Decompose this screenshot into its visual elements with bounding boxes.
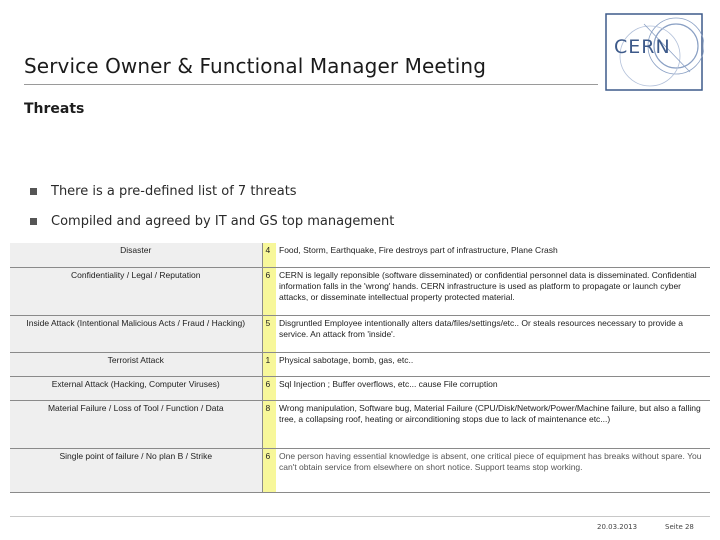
threat-description: Food, Storm, Earthquake, Fire destroys part of infrastructure, Plane Crash [276, 243, 710, 267]
table-row [10, 243, 710, 267]
threat-category: Material Failure / Loss of Tool / Function / Data [10, 400, 262, 448]
threat-category: Confidentiality / Legal / Reputation [10, 267, 262, 315]
slide-title: Service Owner & Functional Manager Meeting [24, 54, 486, 78]
table-row [10, 376, 710, 400]
footer-page-number: Seite 28 [665, 523, 694, 531]
threat-score: 8 [262, 400, 276, 448]
threat-description: Physical sabotage, bomb, gas, etc.. [276, 352, 710, 376]
square-bullet-icon [30, 188, 37, 195]
threat-category: Single point of failure / No plan B / Strike [10, 448, 262, 492]
threats-table-image [10, 243, 710, 492]
table-row [10, 267, 710, 315]
threat-description: Disgruntled Employee intentionally alters data/files/settings/etc.. Or steals resources necessary to provide a service. An attack from 'inside'. [276, 315, 710, 352]
threat-score: 5 [262, 315, 276, 352]
table-row [10, 315, 710, 352]
footer-date: 20.03.2013 [597, 523, 638, 531]
threat-score: 6 [262, 448, 276, 492]
square-bullet-icon [30, 218, 37, 225]
threat-category: External Attack (Hacking, Computer Viruses) [10, 376, 262, 400]
threat-score: 1 [262, 352, 276, 376]
threat-score: 6 [262, 376, 276, 400]
title-divider [24, 84, 598, 85]
table-row [10, 352, 710, 376]
threat-category: Disaster [10, 243, 262, 267]
logo-text: CERN [614, 36, 671, 58]
threat-description: One person having essential knowledge is absent, one critical piece of equipment has breaks without spare. You can't obtain service from elsewhere on short notice. Support teams stop working. [276, 448, 710, 492]
bullet-item [30, 214, 394, 229]
threats-table [10, 243, 710, 493]
threat-description: Sql Injection ; Buffer overflows, etc... cause File corruption [276, 376, 710, 400]
bullet-text: Compiled and agreed by IT and GS top management [51, 214, 395, 229]
threat-description: CERN is legally reponsible (software disseminated) or confidential personnel data is disseminated. Confidential information falls in the 'wrong' hands. CERN infrastructure is used as platform to propagate or launch cyber attacks, or disseminate intellectual property protected material. [276, 267, 710, 315]
threat-category: Terrorist Attack [10, 352, 262, 376]
table-row [10, 400, 710, 448]
bullet-text: There is a pre-defined list of 7 threats [51, 184, 297, 199]
threat-category: Inside Attack (Intentional Malicious Acts / Fraud / Hacking) [10, 315, 262, 352]
threat-score: 4 [262, 243, 276, 267]
footer-divider [10, 516, 710, 517]
bullet-item [30, 184, 394, 199]
bullet-list [30, 184, 394, 244]
section-subtitle: Threats [24, 101, 85, 117]
table-row [10, 448, 710, 492]
threat-score: 6 [262, 267, 276, 315]
threat-description: Wrong manipulation, Software bug, Material Failure (CPU/Disk/Network/Power/Machine failure, but also a falling tree, a collapsing roof, heating or airconditioning stops due to lack of maintenance etc...) [276, 400, 710, 448]
